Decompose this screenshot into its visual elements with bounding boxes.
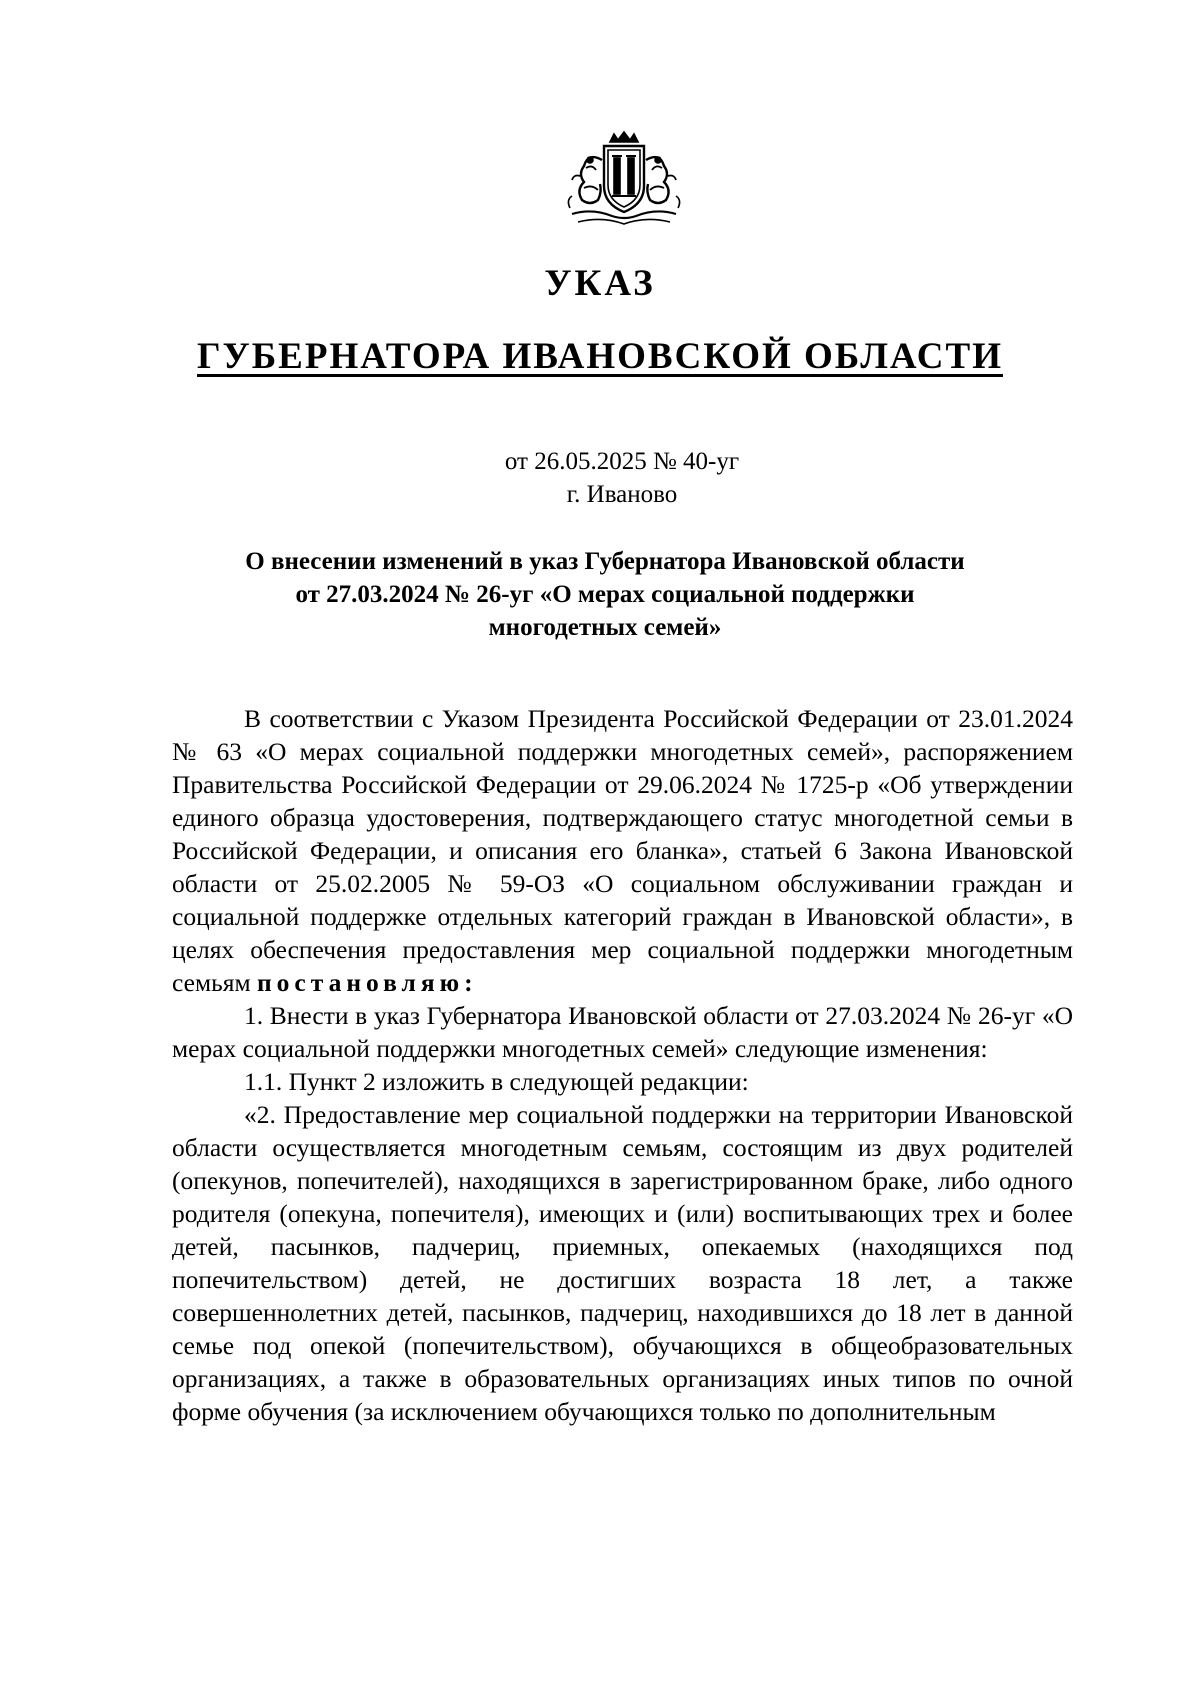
item-1-paragraph: 1. Внести в указ Губернатора Ивановской области от 27.03.2024 № 26-уг «О мерах социальной поддержки многодетных семей» следующие изменения: [172, 1001, 1073, 1063]
document-type-title: УКАЗ [544, 263, 656, 304]
subject-line-1: О внесении изменений в указ Губернатора Ивановской области [245, 548, 965, 575]
date-number: от 26.05.2025 № 40-уг [504, 448, 740, 475]
coat-of-arms-icon [562, 130, 686, 230]
subject-line-3: многодетных семей» [488, 614, 722, 641]
document-subject [170, 545, 1040, 644]
preamble-paragraph [172, 702, 1073, 999]
city: г. Иваново [566, 481, 678, 508]
issuing-authority-title [0, 335, 1200, 379]
subject-line-2: от 27.03.2024 № 26-уг «О мерах социальной поддержки [295, 581, 915, 608]
preamble-text: В соответствии с Указом Президента Российской Федерации от 23.01.2024 № 63 «О мерах социальной поддержки многодетных семей», распоряжением Правительства Российской Федерации от 29.06.2024 № 1725-р «Об утверждении единого образца удостоверения, подтверждающего статус многодетной семьи в Российской Федерации, и описания его бланка», статьей 6 Закона Ивановской области от 25.02.2005 № 59-ОЗ «О социальном обслуживании граждан и социальной поддержке отдельных категорий граждан в Ивановской области», в целях обеспечения предоставления мер социальной поддержки многодетным семьям [172, 704, 1073, 997]
document-meta [0, 445, 1200, 511]
item-1-1-paragraph: 1.1. Пункт 2 изложить в следующей редакции: [244, 1067, 749, 1096]
decree-word: постановляю: [256, 968, 478, 997]
issuing-authority-text: ГУБЕРНАТОРА ИВАНОВСКОЙ ОБЛАСТИ [197, 336, 1003, 377]
document-body [172, 702, 1073, 1428]
item-2-paragraph: «2. Предоставление мер социальной поддержки на территории Ивановской области осуществляется многодетным семьям, состоящим из двух родителей (опекунов, попечителей), находящихся в зарегистрированном браке, либо одного родителя (опекуна, попечителя), имеющих и (или) воспитывающих трех и более детей, пасынков, падчериц, приемных, опекаемых (находящихся под попечительством) детей, не достигших возраста 18 лет, а также совершеннолетних детей, пасынков, падчериц, находившихся до 18 лет в данной семье под опекой (попечительством), обучающихся в общеобразовательных организациях, а также в образовательных организациях иных типов по очной форме обучения (за исключением обучающихся только по дополнительным [172, 1100, 1073, 1426]
